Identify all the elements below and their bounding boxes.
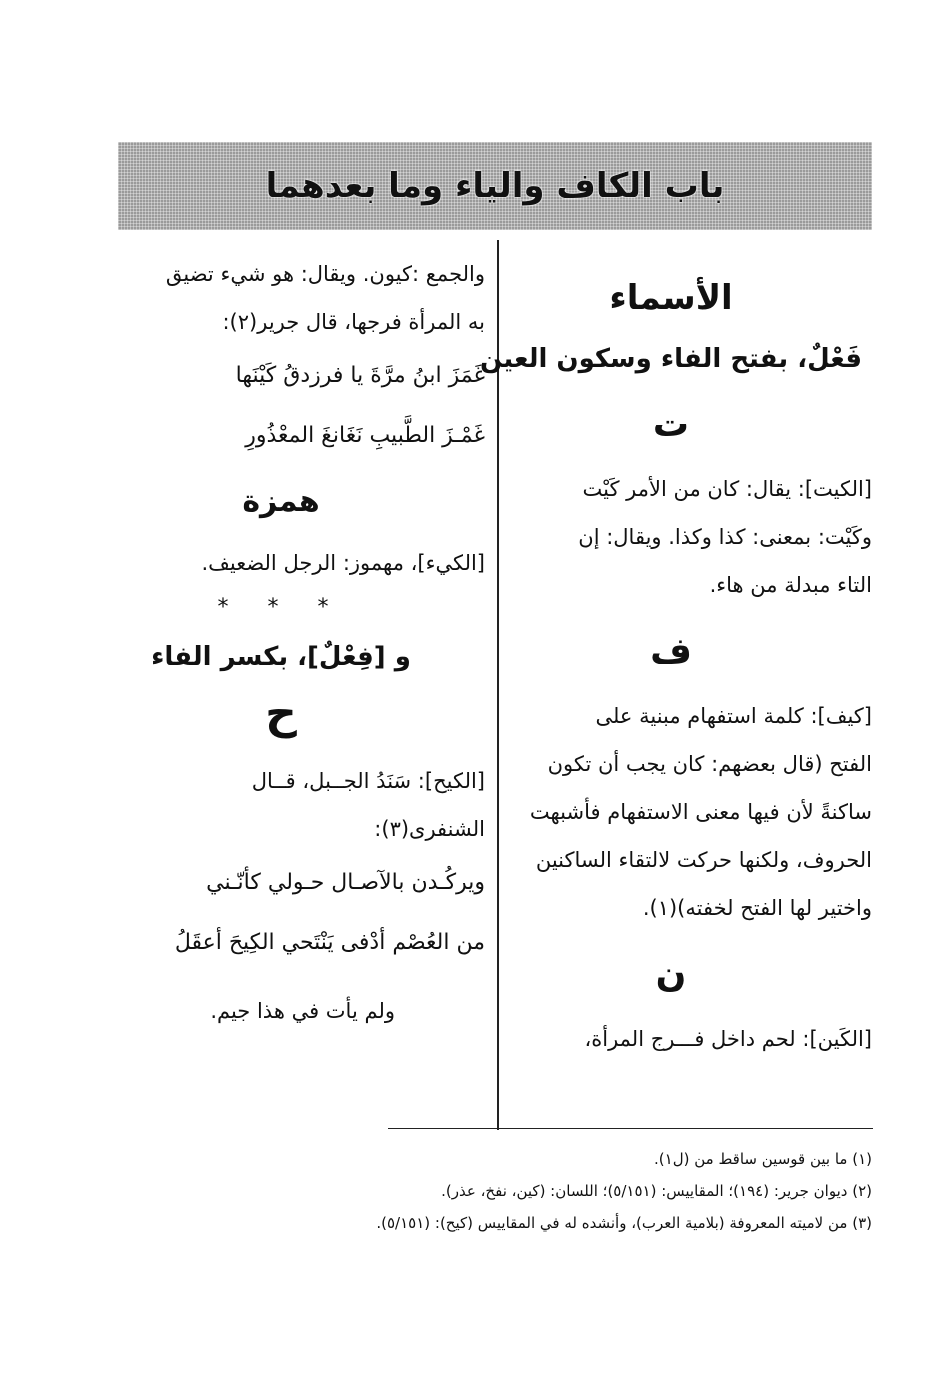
entry-kayfa — [470, 692, 872, 932]
verse-line: من العُصْم أدْفى يَنْتَحي الكِيحَ أعقَلُ — [174, 930, 485, 955]
entry-line: التاء مبدلة من هاء. — [709, 573, 872, 597]
letter-heading-nun: ن — [655, 954, 687, 995]
letter-heading-ha: ح — [265, 688, 297, 739]
continuation-line: والجمع :كيون. ويقال: هو شيء تضيق — [165, 262, 485, 286]
entry-line: الفتح (قال بعضهم: كان يجب أن تكون — [547, 752, 872, 776]
letter-heading-ta: ت — [652, 404, 690, 445]
entry-kayn — [470, 1015, 872, 1063]
footnote-2: (٢) ديوان جرير: (١٩٤)؛ المقاييس: (٥/١٥١)؛ اللسان: (كين، نفخ، عذر). — [441, 1182, 872, 1200]
entry-kih-line: الشنفرى(٣): — [374, 817, 485, 841]
entry-kay: [الكيء]، مهموز: الرجل الضعيف. — [201, 551, 485, 575]
section-heading-nouns: الأسماء — [609, 278, 733, 318]
entry-line: واختير لها الفتح لخفته)(١). — [642, 896, 872, 920]
entry-kayt — [470, 465, 872, 609]
footnotes — [172, 1143, 872, 1239]
entry-line: ساكنةً لأن فيها معنى الاستفهام فأشبهت — [529, 800, 872, 824]
entry-line: الحروف، ولكنها حركت لالتقاء الساكنين — [535, 848, 872, 872]
entry-line: [الكيت]: يقال: كان من الأمر كَيْت — [582, 477, 872, 501]
verse-line: غَمْـزَ الطَّبيبِ نَغَانغَ المعْذُورِ — [245, 423, 485, 448]
section-separator-stars: * * * — [217, 595, 345, 620]
closing-note: ولم يأت في هذا جيم. — [210, 999, 395, 1023]
pattern-heading-fil: و [فِعْلٌ]، بكسر الفاء — [151, 642, 411, 672]
entry-line: وكَيْت: بمعنى: كذا وكذا. ويقال: إن — [578, 525, 872, 549]
left-column — [77, 250, 485, 1035]
hamza-heading: همزة — [242, 484, 320, 519]
entry-line: [كيف]: كلمة استفهام مبنية على — [595, 704, 872, 728]
entry-kih-line: [الكيح]: سَنَدُ الجــبل، قــال — [251, 769, 485, 793]
footnote-3: (٣) من لاميته المعروفة (بلامية العرب)، وأنشده له في المقاييس (كيح): (٥/١٥١). — [376, 1214, 872, 1232]
right-column — [470, 250, 872, 1085]
letter-heading-fa: ف — [650, 631, 692, 672]
footnote-rule — [388, 1128, 873, 1129]
verse-line: ويركُـدن بالآصـال حـولي كأنّـني — [206, 870, 485, 895]
chapter-title: باب الكاف والياء وما بعدهما — [265, 166, 725, 206]
verse-line: غَمَزَ ابنُ مرَّةَ يا فرزدقُ كَيْنَها — [235, 363, 485, 388]
pattern-heading-fal: فَعْلٌ، بفتح الفاء وسكون العين — [480, 344, 862, 374]
continuation-line: به المرأة فرجها، قال جرير(٢): — [222, 310, 485, 334]
entry-line: [الكَين]: لحم داخل فـــرج المرأة، — [584, 1027, 872, 1051]
chapter-banner — [118, 142, 872, 230]
footnote-1: (١) ما بين قوسين ساقط من (ل١). — [654, 1150, 872, 1168]
